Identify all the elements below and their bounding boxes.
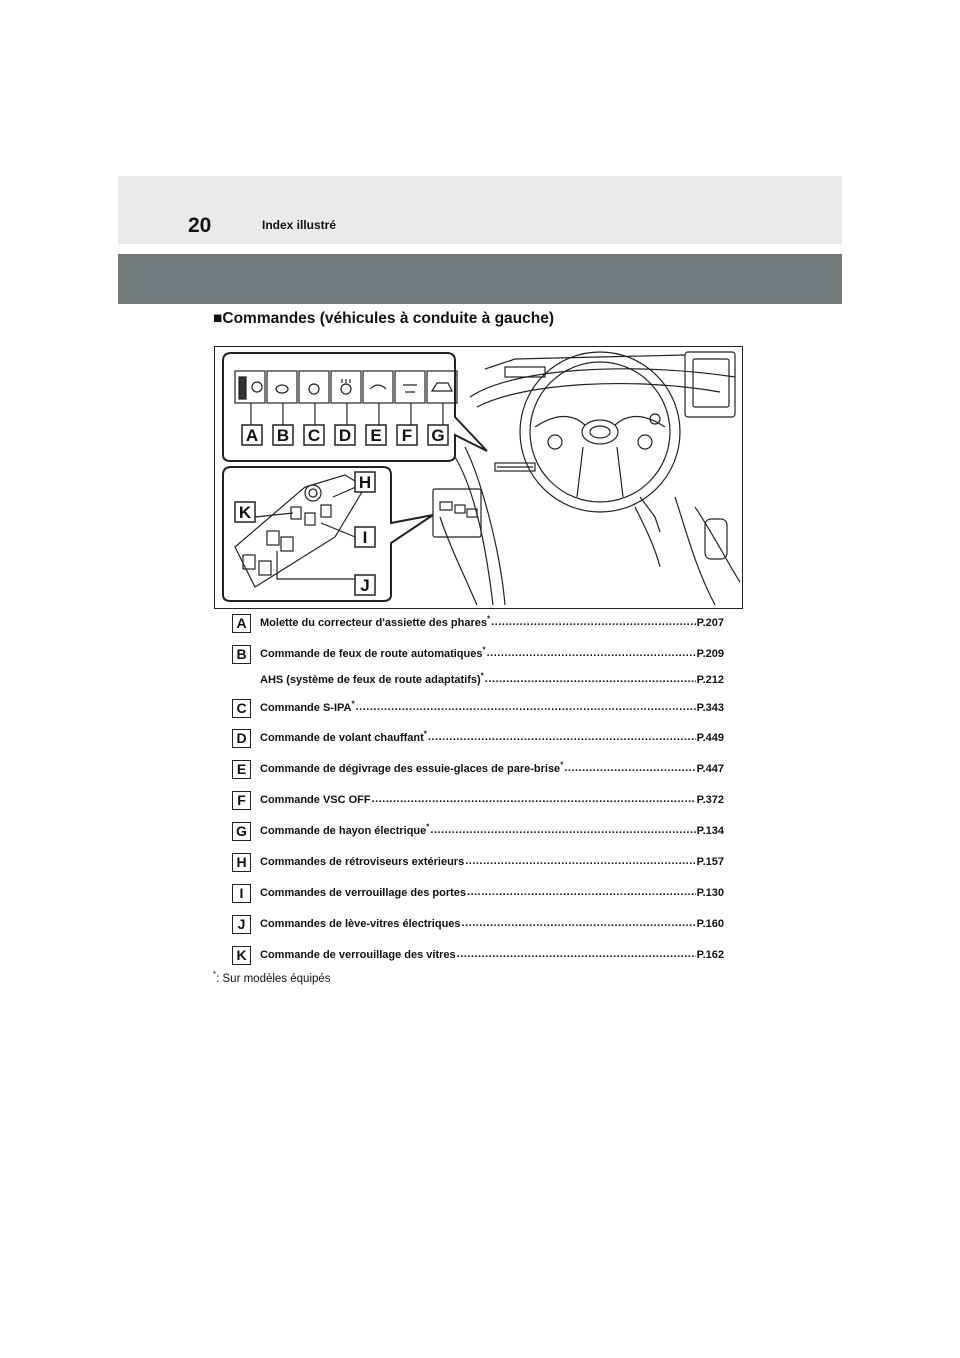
entry-key: J [232, 915, 251, 934]
entry-star: * [482, 645, 486, 655]
leader-dots [428, 731, 696, 744]
entry-text: Commande S-IPA [260, 702, 352, 714]
entry-page[interactable]: P.134 [696, 825, 724, 837]
dashboard-drawing [215, 347, 742, 608]
leader-dots [487, 647, 696, 660]
leader-dots [465, 855, 695, 868]
figure-label-j: J [360, 576, 370, 595]
figure-label-e: E [370, 426, 382, 445]
list-item [232, 645, 724, 665]
leader-dots [467, 886, 696, 899]
page-number: 20 [188, 214, 212, 237]
entry-star: * [426, 822, 430, 832]
leader-dots [457, 948, 696, 961]
figure-label-a: A [245, 426, 259, 445]
list-item [232, 699, 724, 719]
entry-text: Commande VSC OFF [260, 794, 371, 806]
entry-text: Molette du correcteur d'assiette des phares [260, 617, 487, 629]
section-heading [213, 310, 554, 328]
entry-star: * [480, 671, 484, 681]
entry-page[interactable]: P.449 [696, 732, 724, 744]
figure-label-b: B [276, 426, 290, 445]
entry-key: H [232, 853, 251, 872]
leader-dots [372, 793, 696, 806]
leader-dots [491, 616, 696, 629]
entry-key: F [232, 791, 251, 810]
list-item [232, 671, 724, 691]
entry-text: Commandes de rétroviseurs extérieurs [260, 856, 465, 868]
entry-key: C [232, 699, 251, 718]
entry-page[interactable]: P.447 [696, 763, 724, 775]
dashboard-illustration [214, 346, 743, 609]
entry-key: A [232, 614, 251, 633]
entry-page[interactable]: P.130 [696, 887, 724, 899]
figure-label-i: I [362, 528, 368, 547]
header-band [118, 176, 842, 244]
list-item [232, 614, 724, 634]
section-marker: ■ [213, 310, 223, 327]
footnote [213, 970, 331, 985]
footnote-text: : Sur modèles équipés [216, 972, 331, 985]
entry-star: * [351, 699, 355, 709]
entry-text: Commandes de verrouillage des portes [260, 887, 467, 899]
entry-page[interactable]: P.372 [696, 794, 724, 806]
figure-label-d: D [338, 426, 352, 445]
entry-page[interactable]: P.212 [696, 674, 724, 686]
entry-page[interactable]: P.157 [696, 856, 724, 868]
figure-label-f: F [401, 426, 413, 445]
entry-text: Commande de dégivrage des essuie-glaces de pare-brise [260, 763, 561, 775]
section-title: Commandes (véhicules à conduite à gauche) [222, 310, 554, 327]
figure-label-k: K [238, 503, 252, 522]
entry-text: Commande de hayon électrique [260, 825, 427, 837]
entry-star: * [560, 760, 564, 770]
list-item [232, 884, 724, 904]
entry-star: * [423, 729, 427, 739]
leader-dots [485, 673, 696, 686]
figure-label-g: G [431, 426, 445, 445]
entry-key: E [232, 760, 251, 779]
leader-dots [564, 762, 695, 775]
leader-dots [430, 824, 695, 837]
chapter-title: Index illustré [262, 218, 337, 232]
header-dark-band [118, 254, 842, 304]
entry-text: AHS (système de feux de route adaptatifs) [260, 674, 481, 686]
entry-star: * [486, 614, 491, 624]
list-item [232, 791, 724, 811]
footnote-star: * [213, 970, 217, 979]
entry-text: Commande de feux de route automatiques [260, 648, 483, 660]
entry-page[interactable]: P.209 [696, 648, 724, 660]
entry-page[interactable]: P.207 [696, 617, 724, 629]
figure-label-h: H [358, 473, 372, 492]
list-item [232, 760, 724, 780]
leader-dots [462, 917, 696, 930]
list-item [232, 853, 724, 873]
entry-key: I [232, 884, 251, 903]
list-item [232, 915, 724, 935]
list-item [232, 729, 724, 749]
entry-key: D [232, 729, 251, 748]
figure-label-c: C [307, 426, 321, 445]
entry-page[interactable]: P.343 [696, 702, 724, 714]
entry-page[interactable]: P.162 [696, 949, 724, 961]
list-item [232, 946, 724, 966]
entry-page[interactable]: P.160 [696, 918, 724, 930]
entry-key: K [232, 946, 251, 965]
leader-dots [356, 701, 696, 714]
entry-text: Commandes de lève-vitres électriques [260, 918, 461, 930]
entry-key: B [232, 645, 251, 664]
list-item [232, 822, 724, 842]
entry-text: Commande de verrouillage des vitres [260, 949, 456, 961]
entry-key: G [232, 822, 251, 841]
entry-text: Commande de volant chauffant [260, 732, 424, 744]
